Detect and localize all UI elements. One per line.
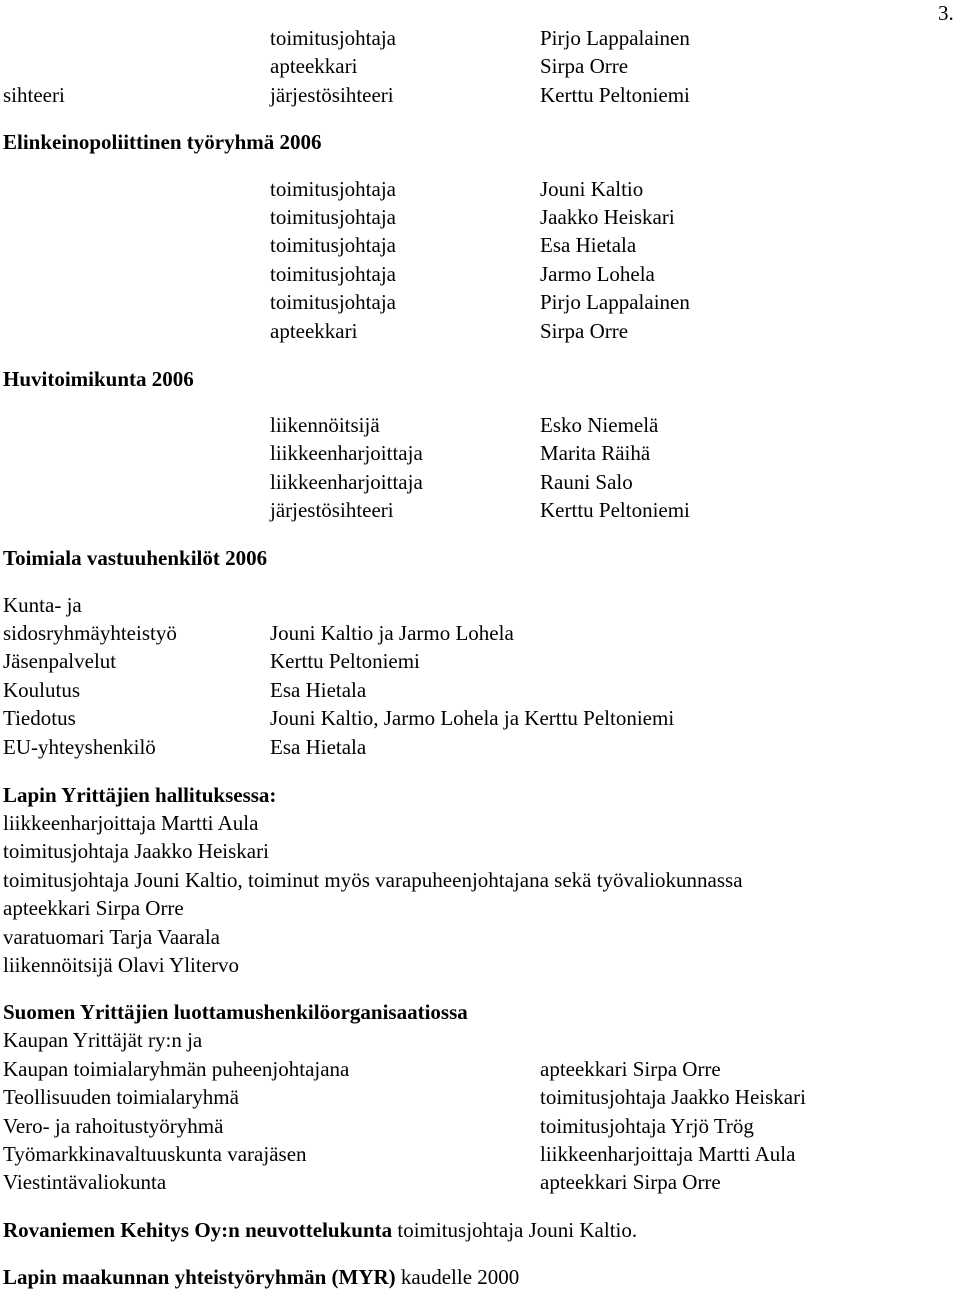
rovaniemi-member: toimitusjohtaja Jouni Kaltio. [392, 1218, 638, 1242]
title-cell: toimitusjohtaja [270, 177, 396, 201]
title-cell: toimitusjohtaja [270, 205, 396, 229]
org-role-cell: Teollisuuden toimialaryhmä [3, 1085, 239, 1109]
title-cell: toimitusjohtaja [270, 262, 396, 286]
org-person-cell: toimitusjohtaja Yrjö Trög [540, 1114, 754, 1138]
member-line: apteekkari Sirpa Orre [3, 896, 184, 920]
area-cell: Kunta- ja [3, 593, 82, 617]
section-heading-elinkeino: Elinkeinopoliittinen työryhmä 2006 [3, 130, 322, 154]
myr-period: kaudelle 2000 [395, 1265, 520, 1289]
area-cell: Koulutus [3, 678, 81, 702]
title-cell: apteekkari [270, 319, 358, 343]
name-cell: Esko Niemelä [540, 413, 659, 437]
name-cell: Kerttu Peltoniemi [540, 83, 690, 107]
name-cell: Esa Hietala [540, 233, 637, 257]
area-cell: Jäsenpalvelut [3, 649, 117, 673]
page-number: 3. [938, 1, 954, 25]
title-cell: toimitusjohtaja [270, 233, 396, 257]
section-heading-lapin-hallitus: Lapin Yrittäjien hallituksessa: [3, 783, 277, 807]
persons-cell: Jouni Kaltio ja Jarmo Lohela [270, 621, 514, 645]
name-cell: Jouni Kaltio [540, 177, 644, 201]
rovaniemi-line [3, 1216, 637, 1244]
name-cell: Kerttu Peltoniemi [540, 498, 690, 522]
name-cell: Jaakko Heiskari [540, 205, 675, 229]
name-cell: Jarmo Lohela [540, 262, 655, 286]
org-person-cell: toimitusjohtaja Jaakko Heiskari [540, 1085, 806, 1109]
name-cell: Marita Räihä [540, 441, 651, 465]
name-cell: Rauni Salo [540, 470, 633, 494]
org-role-cell: Viestintävaliokunta [3, 1170, 167, 1194]
role-cell: sihteeri [3, 83, 65, 107]
org-person-cell: liikkeenharjoittaja Martti Aula [540, 1142, 796, 1166]
myr-heading: Lapin maakunnan yhteistyöryhmän ( [3, 1265, 339, 1289]
persons-cell: Jouni Kaltio, Jarmo Lohela ja Kerttu Peltoniemi [270, 706, 675, 730]
org-person-cell: apteekkari Sirpa Orre [540, 1170, 721, 1194]
persons-cell: Kerttu Peltoniemi [270, 649, 420, 673]
org-role-cell: Kaupan toimialaryhmän puheenjohtajana [3, 1057, 350, 1081]
member-line: liikennöitsijä Olavi Ylitervo [3, 953, 240, 977]
member-line: varatuomari Tarja Vaarala [3, 925, 220, 949]
rovaniemi-heading: Rovaniemen Kehitys Oy:n neuvottelukunta [3, 1218, 393, 1242]
org-person-cell: apteekkari Sirpa Orre [540, 1057, 721, 1081]
title-cell: liikkeenharjoittaja [270, 470, 423, 494]
myr-abbreviation: MYR [338, 1265, 389, 1289]
title-cell: toimitusjohtaja [270, 26, 396, 50]
title-cell: järjestösihteeri [270, 83, 394, 107]
title-cell: apteekkari [270, 54, 358, 78]
name-cell: Sirpa Orre [540, 54, 629, 78]
persons-cell: Esa Hietala [270, 735, 367, 759]
org-role-cell: Vero- ja rahoitustyöryhmä [3, 1114, 224, 1138]
name-cell: Sirpa Orre [540, 319, 629, 343]
title-cell: liikennöitsijä [270, 413, 380, 437]
member-line: toimitusjohtaja Jouni Kaltio, toiminut myös varapuheenjohtajana sekä työvaliokunnassa [3, 868, 743, 892]
title-cell: toimitusjohtaja [270, 290, 396, 314]
name-cell: Pirjo Lappalainen [540, 290, 690, 314]
section-heading-toimiala: Toimiala vastuuhenkilöt 2006 [3, 546, 268, 570]
title-cell: järjestösihteeri [270, 498, 394, 522]
org-line: Kaupan Yrittäjät ry:n ja [3, 1028, 203, 1052]
myr-line [3, 1263, 519, 1291]
section-heading-huvi: Huvitoimikunta 2006 [3, 367, 194, 391]
org-role-cell: Työmarkkinavaltuuskunta varajäsen [3, 1142, 307, 1166]
area-cell: sidosryhmäyhteistyö [3, 621, 177, 645]
member-line: liikkeenharjoittaja Martti Aula [3, 811, 259, 835]
myr-heading-close: ) [388, 1265, 396, 1289]
section-heading-suomen: Suomen Yrittäjien luottamushenkilöorganisaatiossa [3, 1000, 468, 1024]
title-cell: liikkeenharjoittaja [270, 441, 423, 465]
area-cell: EU-yhteyshenkilö [3, 735, 156, 759]
name-cell: Pirjo Lappalainen [540, 26, 690, 50]
area-cell: Tiedotus [3, 706, 76, 730]
member-line: toimitusjohtaja Jaakko Heiskari [3, 839, 269, 863]
persons-cell: Esa Hietala [270, 678, 367, 702]
